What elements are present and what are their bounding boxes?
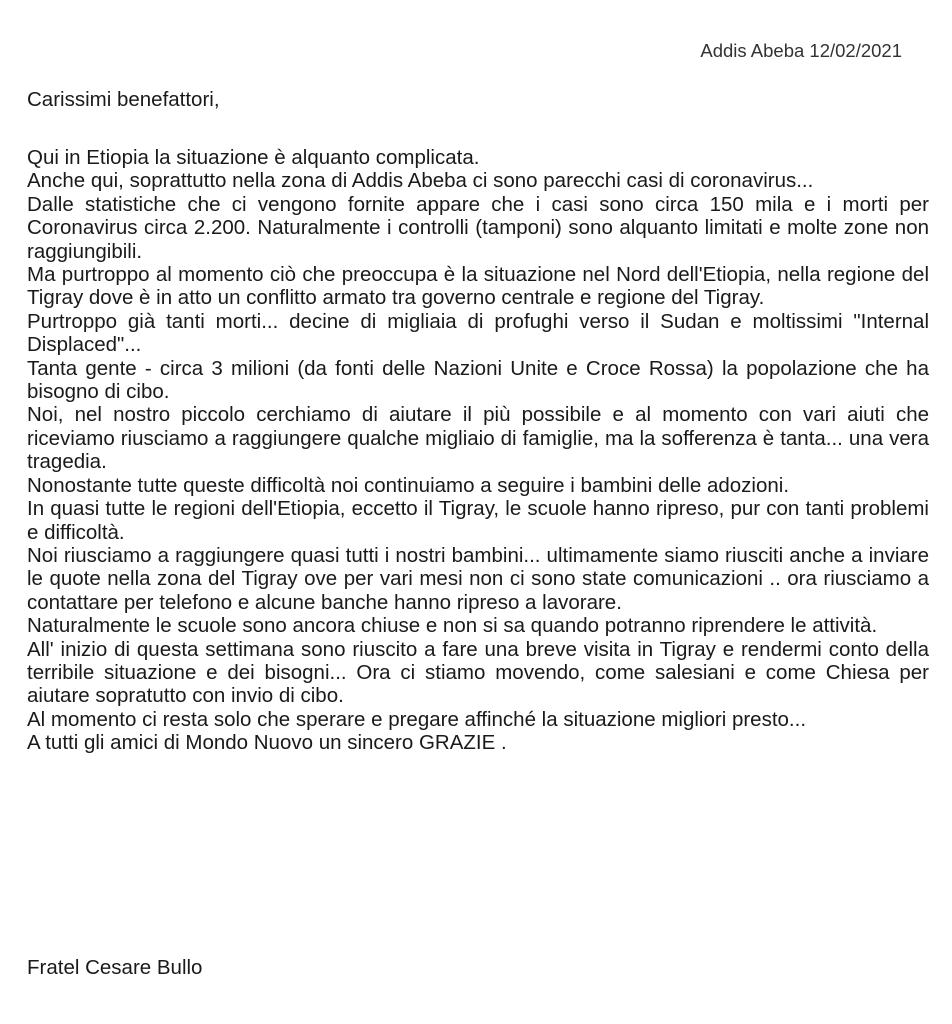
salutation: Carissimi benefattori,: [27, 88, 220, 111]
paragraph: Anche qui, soprattutto nella zona di Addis Abeba ci sono parecchi casi di coronavirus...: [27, 169, 814, 193]
paragraph: Noi riusciamo a raggiungere quasi tutti i nostri bambini... ultimamente siamo riusciti anche a inviare le quote nella zona del Tigray ove per vari mesi non ci sono state comunicazioni .. ora riusciamo a contattare per telefono e alcune banche hanno ripreso a lavorare.: [27, 543, 929, 614]
paragraph: Qui in Etiopia la situazione è alquanto complicata.: [27, 146, 480, 169]
paragraph: Al momento ci resta solo che sperare e pregare affinché la situazione migliori presto...: [27, 707, 807, 731]
paragraph: Naturalmente le scuole sono ancora chiuse e non si sa quando potranno riprendere le attività.: [27, 614, 878, 638]
paragraph: In quasi tutte le regioni dell'Etiopia, eccetto il Tigray, le scuole hanno ripreso, pur con tanti problemi e difficoltà.: [27, 497, 929, 544]
paragraph: Noi, nel nostro piccolo cerchiamo di aiutare il più possibile e al momento con vari aiuti che riceviamo riusciamo a raggiungere qualche migliaio di famiglie, ma la sofferenza è tanta... una vera tragedia.: [27, 403, 929, 474]
paragraph: Ma purtroppo al momento ciò che preoccupa è la situazione nel Nord dell'Etiopia, nella regione del Tigray dove è in atto un conflitto armato tra governo centrale e regione del Tigray.: [27, 263, 929, 310]
place-date: Addis Abeba 12/02/2021: [700, 40, 902, 61]
letter-body: [27, 146, 929, 755]
paragraph: Nonostante tutte queste difficoltà noi continuiamo a seguire i bambini delle adozioni.: [27, 473, 790, 497]
paragraph: Tanta gente - circa 3 milioni (da fonti delle Nazioni Unite e Croce Rossa) la popolazione che ha bisogno di cibo.: [27, 356, 929, 404]
paragraph: All' inizio di questa settimana sono riuscito a fare una breve visita in Tigray e rendermi conto della terribile situazione e dei bisogni... Ora ci stiamo movendo, come salesiani e come Chiesa per aiutare sopratutto con invio di cibo.: [27, 637, 929, 708]
paragraph: A tutti gli amici di Mondo Nuovo un sincero GRAZIE .: [27, 731, 507, 755]
signature: Fratel Cesare Bullo: [27, 956, 203, 979]
paragraph: Dalle statistiche che ci vengono fornite appare che i casi sono circa 150 mila e i morti per Coronavirus circa 2.200. Naturalmente i controlli (tamponi) sono alquanto limitati e molte zone non raggiungibili.: [27, 192, 929, 263]
paragraph: Purtroppo già tanti morti... decine di migliaia di profughi verso il Sudan e moltissimi "Internal Displaced"...: [27, 309, 929, 357]
